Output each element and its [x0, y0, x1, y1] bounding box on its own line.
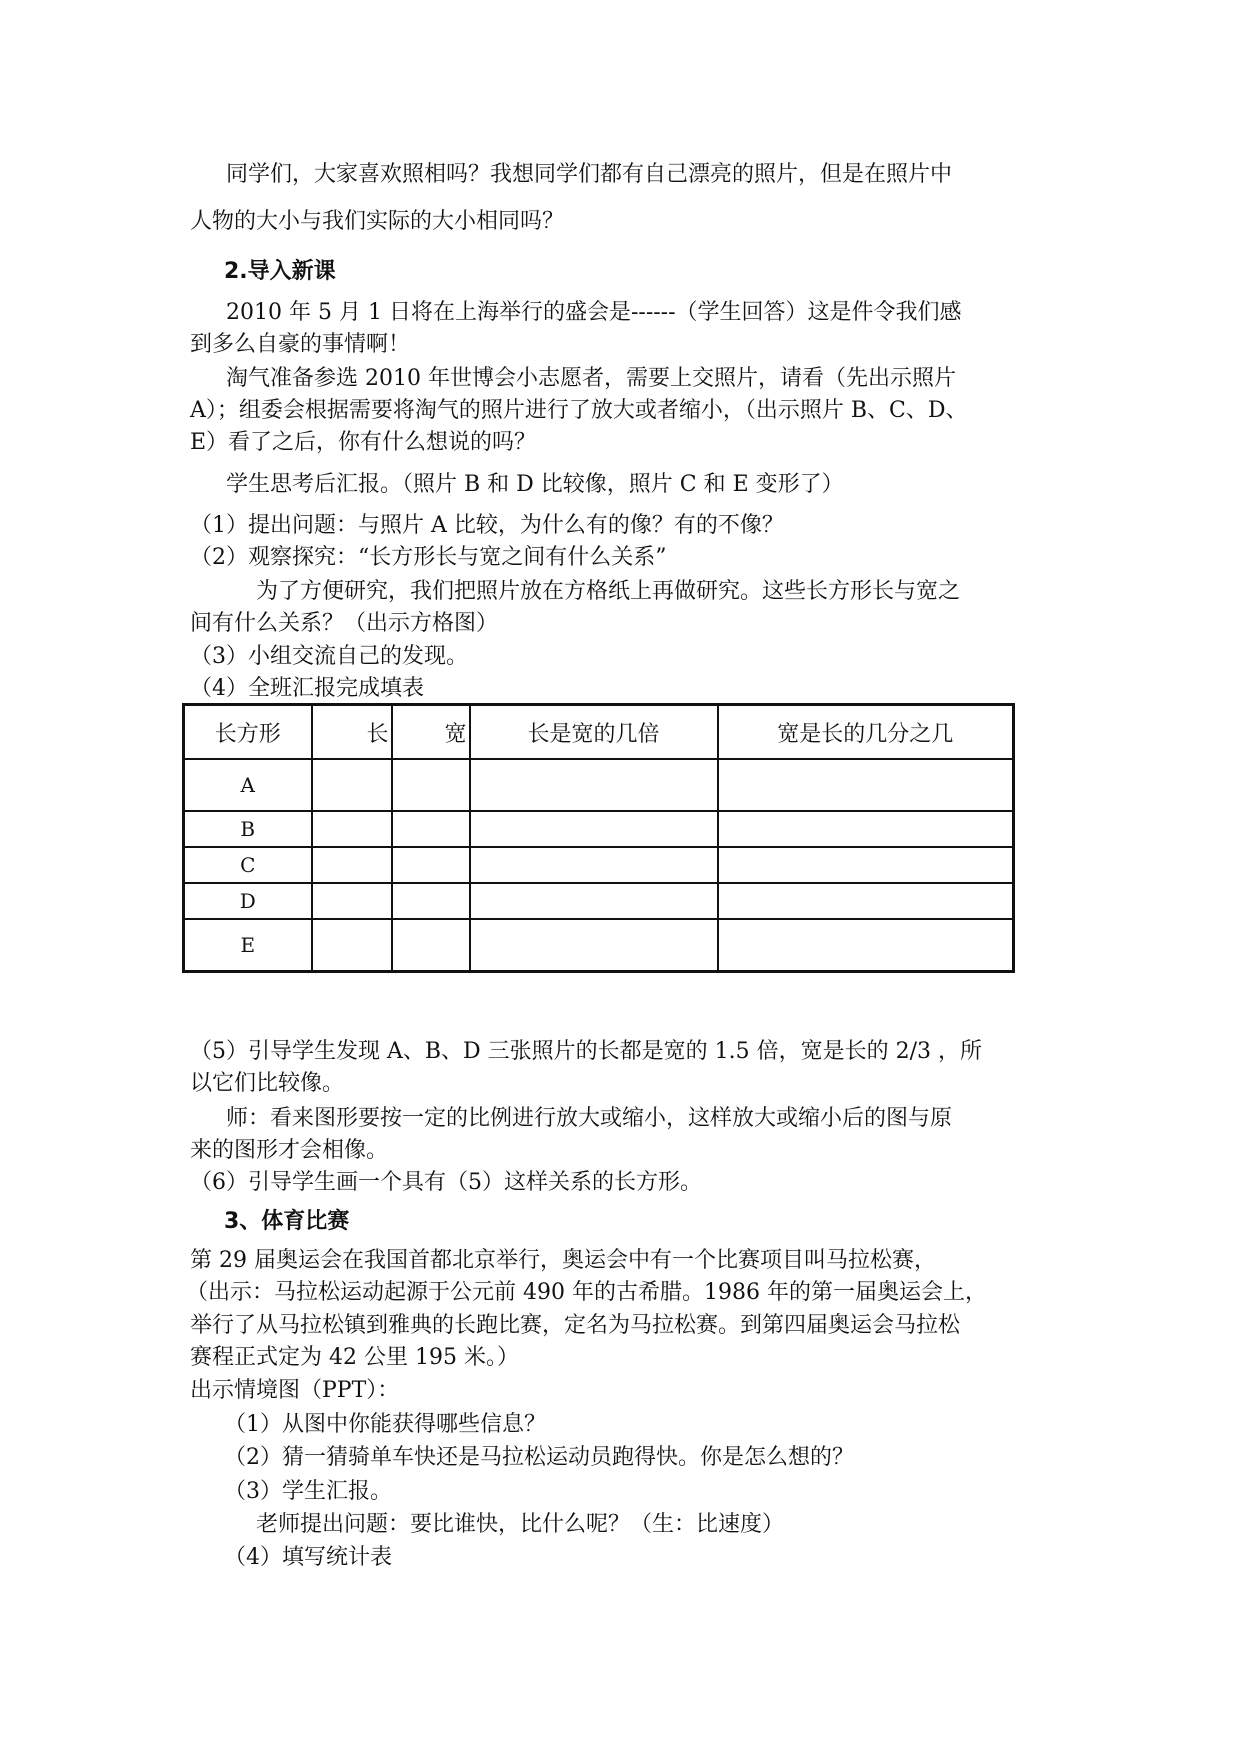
- cell-times-b: [470, 811, 718, 847]
- question-4: （4）全班汇报完成填表: [190, 676, 424, 701]
- header-length-times-width: 长是宽的几倍: [470, 705, 718, 760]
- row-label-b: B: [184, 811, 312, 847]
- paragraph-olympics-line-3: 举行了从马拉松镇到雅典的长跑比赛，定名为马拉松赛。到第四届奥运会马拉松: [190, 1313, 961, 1338]
- paragraph-olympics-line-4: 赛程正式定为 42 公里 195 米。）: [190, 1345, 519, 1370]
- scene-question-3: （3）学生汇报。: [224, 1479, 392, 1504]
- cell-length-e: [312, 919, 392, 972]
- cell-times-c: [470, 847, 718, 883]
- cell-width-d: [392, 883, 470, 919]
- row-label-e: E: [184, 919, 312, 972]
- header-length: 长: [312, 705, 392, 760]
- row-label-d: D: [184, 883, 312, 919]
- question-2: （2）观察探究：“长方形长与宽之间有什么关系”: [190, 545, 667, 570]
- cell-length-a: [312, 759, 392, 811]
- header-rectangle: 长方形: [184, 705, 312, 760]
- header-width-fraction-of-length: 宽是长的几分之几: [718, 705, 1014, 760]
- paragraph-photo-line-2: A）；组委会根据需要将淘气的照片进行了放大或者缩小，（出示照片 B、C、D、: [190, 398, 968, 423]
- question-5-line-1: （5）引导学生发现 A、B、D 三张照片的长都是宽的 1.5 倍，宽是长的 2/3 ，所: [190, 1039, 983, 1064]
- row-label-c: C: [184, 847, 312, 883]
- paragraph-olympics-line-2: （出示：马拉松运动起源于公元前 490 年的古希腊。1986 年的第一届奥运会上，: [186, 1280, 987, 1305]
- question-6: （6）引导学生画一个具有（5）这样关系的长方形。: [190, 1170, 702, 1195]
- table-row: [184, 919, 1014, 972]
- scene-question-2: （2）猜一猜骑单车快还是马拉松运动员跑得快。你是怎么想的？: [224, 1445, 854, 1470]
- cell-times-a: [470, 759, 718, 811]
- cell-width-a: [392, 759, 470, 811]
- paragraph-olympics-line-1: 第 29 届奥运会在我国首都北京举行，奥运会中有一个比赛项目叫马拉松赛，: [190, 1248, 936, 1273]
- paragraph-show-scene: 出示情境图（PPT）：: [190, 1378, 400, 1403]
- cell-fraction-b: [718, 811, 1014, 847]
- question-1: （1）提出问题：与照片 A 比较，为什么有的像？有的不像？: [190, 513, 784, 538]
- row-label-a: A: [184, 759, 312, 811]
- paragraph-intro-line-2: 人物的大小与我们实际的大小相同吗？: [190, 209, 565, 234]
- cell-width-b: [392, 811, 470, 847]
- cell-length-b: [312, 811, 392, 847]
- question-3: （3）小组交流自己的发现。: [190, 644, 468, 669]
- scene-question-1: （1）从图中你能获得哪些信息？: [224, 1412, 546, 1437]
- header-width: 宽: [392, 705, 470, 760]
- paragraph-expo-line-2: 到多么自豪的事情啊！: [190, 332, 411, 357]
- teacher-remark-line-1: 师：看来图形要按一定的比例进行放大或缩小，这样放大或缩小后的图与原: [226, 1106, 953, 1131]
- rectangle-ratio-table: [182, 703, 1015, 973]
- cell-times-e: [470, 919, 718, 972]
- teacher-remark-line-2: 来的图形才会相像。: [190, 1138, 389, 1163]
- question-5-line-2: 以它们比较像。: [190, 1071, 345, 1096]
- scene-question-3-detail: 老师提出问题：要比谁快，比什么呢？（生：比速度）: [256, 1512, 785, 1537]
- table-header-row: [184, 705, 1014, 760]
- question-2-detail-line-2: 间有什么关系？（出示方格图）: [190, 611, 499, 636]
- question-2-detail-line-1: 为了方便研究，我们把照片放在方格纸上再做研究。这些长方形长与宽之: [256, 579, 961, 604]
- paragraph-expo-line-1: 2010 年 5 月 1 日将在上海举行的盛会是------（学生回答）这是件令我们感: [226, 300, 962, 325]
- scene-question-4: （4）填写统计表: [224, 1545, 392, 1570]
- table-row: [184, 811, 1014, 847]
- cell-fraction-e: [718, 919, 1014, 972]
- heading-new-lesson: 2.导入新课: [224, 259, 336, 284]
- table-row: [184, 883, 1014, 919]
- cell-times-d: [470, 883, 718, 919]
- table-row: [184, 847, 1014, 883]
- paragraph-photo-line-3: E）看了之后，你有什么想说的吗？: [190, 430, 537, 455]
- cell-length-d: [312, 883, 392, 919]
- paragraph-photo-line-1: 淘气准备参选 2010 年世博会小志愿者，需要上交照片，请看（先出示照片: [226, 366, 956, 391]
- table-row: [184, 759, 1014, 811]
- cell-fraction-c: [718, 847, 1014, 883]
- cell-fraction-d: [718, 883, 1014, 919]
- cell-fraction-a: [718, 759, 1014, 811]
- paragraph-student-report: 学生思考后汇报。（照片 B 和 D 比较像，照片 C 和 E 变形了）: [226, 472, 844, 497]
- paragraph-intro-line-1: 同学们，大家喜欢照相吗？我想同学们都有自己漂亮的照片，但是在照片中: [226, 162, 953, 187]
- cell-width-c: [392, 847, 470, 883]
- cell-width-e: [392, 919, 470, 972]
- cell-length-c: [312, 847, 392, 883]
- heading-sports-competition: 3、体育比赛: [224, 1209, 350, 1234]
